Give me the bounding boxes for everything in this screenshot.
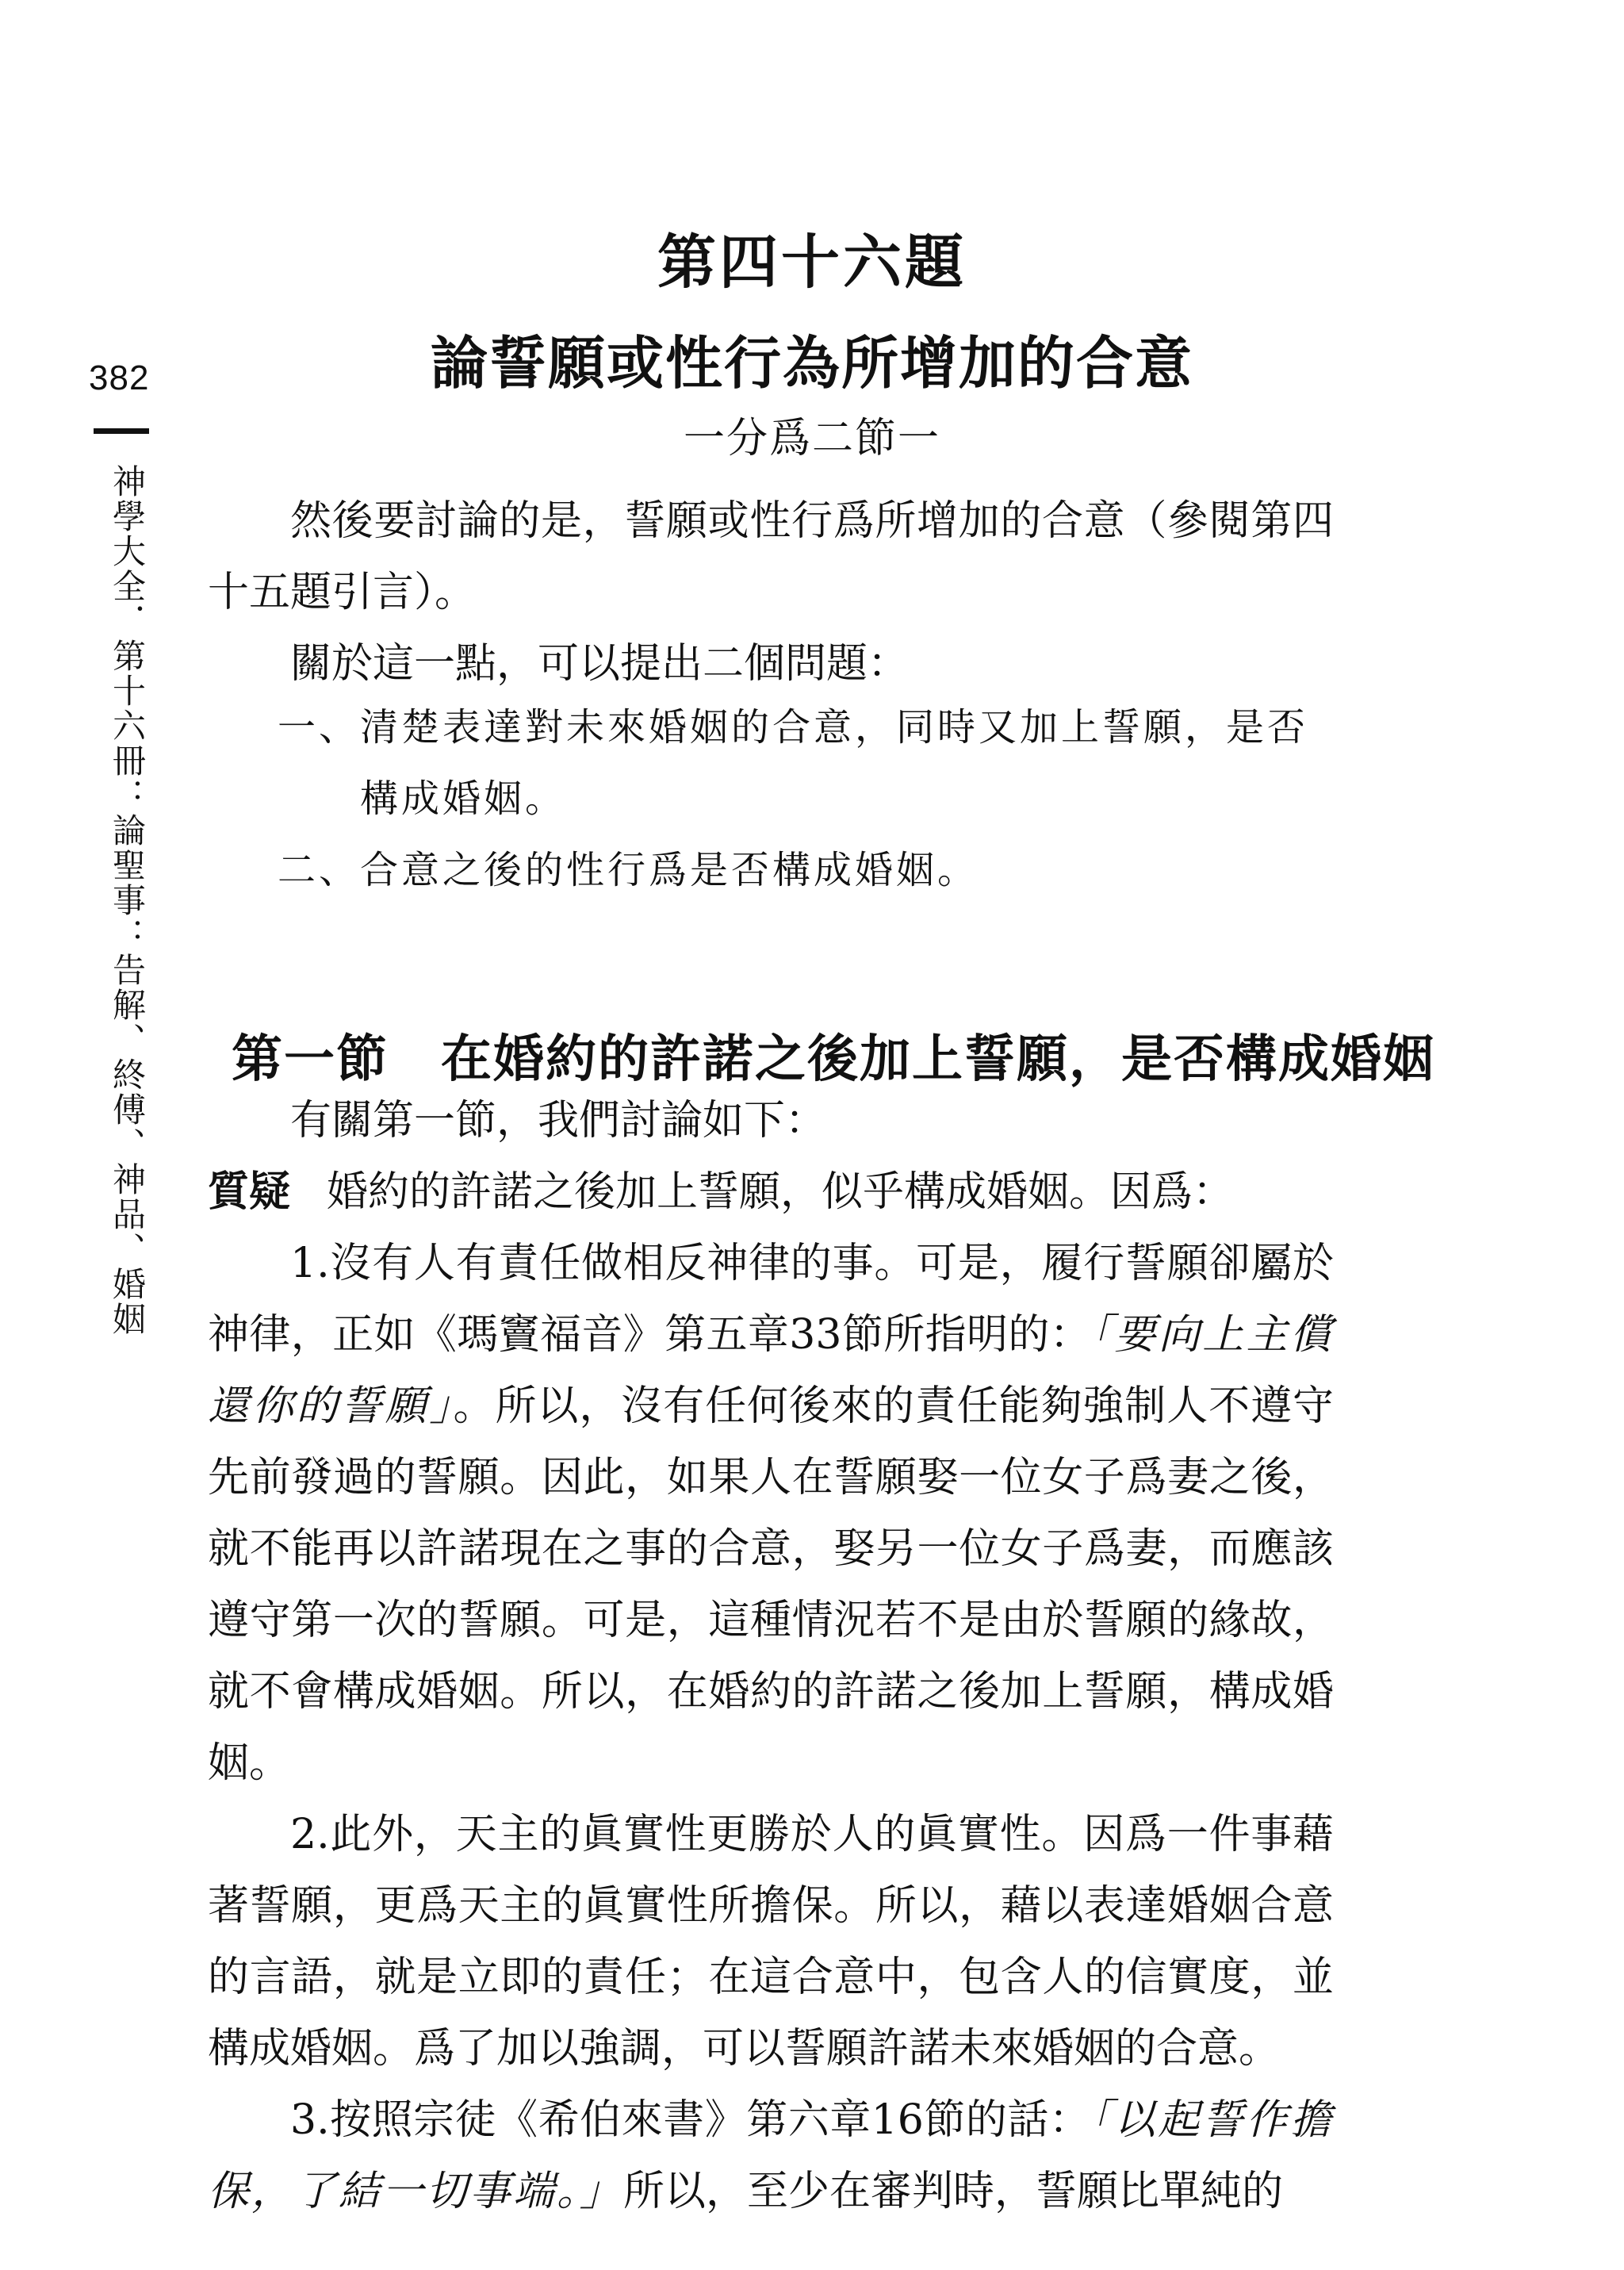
point-1-text-b: 。所以，沒有任何後來的責任能夠強制人不遵守先前發過的誓願。因此，如果人在誓願娶一位女子爲妻之後，就不能再以許諾現在之事的合意，娶另一位女子爲妻，而應該遵守第一次的誓願。可是，這種情況若不是由於誓願的緣故，就不會構成婚姻。所以，在婚約的許諾之後加上誓願，構成婚姻。: [208, 1382, 1334, 1787]
section-intro-block: [208, 1085, 1334, 1156]
point-1-quote: 「要向上主償還你的誓願」: [208, 1311, 1334, 1430]
point-3-text-b: 所以，至少在審判時，誓願比單純的: [623, 2168, 1284, 2215]
intro-paragraph: 然後要討論的是，誓願或性行爲所增加的合意（參閱第四十五題引言）。: [208, 497, 1334, 616]
running-header: 神學大全．第十六冊：論聖事：告解、終傅、神品、婚姻: [108, 464, 147, 1336]
questions-lead: 關於這一點，可以提出二個問題：: [290, 640, 910, 688]
point-2: 2.此外，天主的眞實性更勝於人的眞實性。因爲一件事藉著誓願，更爲天主的眞實性所擔保。所以，藉以表達婚姻合意的言語，就是立即的責任；在這合意中，包含人的信實度，並構成婚姻。爲了加以強調，可以誓願許諾未來婚姻的合意。: [208, 1811, 1334, 2073]
division-note: 一分爲二節一: [683, 415, 940, 462]
point-1: [208, 1228, 1334, 1799]
question-title: 論誓願或性行為所增加的合意: [430, 330, 1193, 397]
chapter-title: 第四十六題: [657, 228, 967, 297]
point-3-text-a: 3.按照宗徒《希伯來書》第六章16節的話：: [290, 2096, 1091, 2144]
objection-label: 質疑: [208, 1168, 291, 1216]
objection-points: [208, 1228, 1334, 2227]
question-1: 一、清楚表達對未來婚姻的合意，同時又加上誓願，是否構成婚姻。: [278, 705, 1309, 821]
point-3-quote: 「以起誓作擔保，了結一切事端。」: [208, 2096, 1334, 2215]
question-list-item-2: [278, 834, 1334, 906]
point-3: [208, 2084, 1334, 2227]
intro-paragraph-block: [208, 485, 1334, 628]
point-1-text-a: 1.沒有人有責任做相反神律的事。可是，履行誓願卻屬於神律，正如《瑪竇福音》第五章33節所指明的：: [208, 1240, 1334, 1359]
question-2: 二、合意之後的性行爲是否構成婚姻。: [278, 848, 979, 892]
question-list-item-1: [278, 692, 1334, 834]
section-title: 第一節 在婚約的許諾之後加上誓願，是否構成婚姻: [232, 1030, 1435, 1089]
page-number: 382: [89, 359, 150, 397]
section-intro: 有關第一節，我們討論如下：: [290, 1097, 827, 1145]
questions-lead-block: [208, 628, 1334, 700]
objection-text: 婚約的許諾之後加上誓願，似乎構成婚姻。因爲：: [327, 1168, 1235, 1216]
objection-line: [208, 1156, 1334, 1228]
